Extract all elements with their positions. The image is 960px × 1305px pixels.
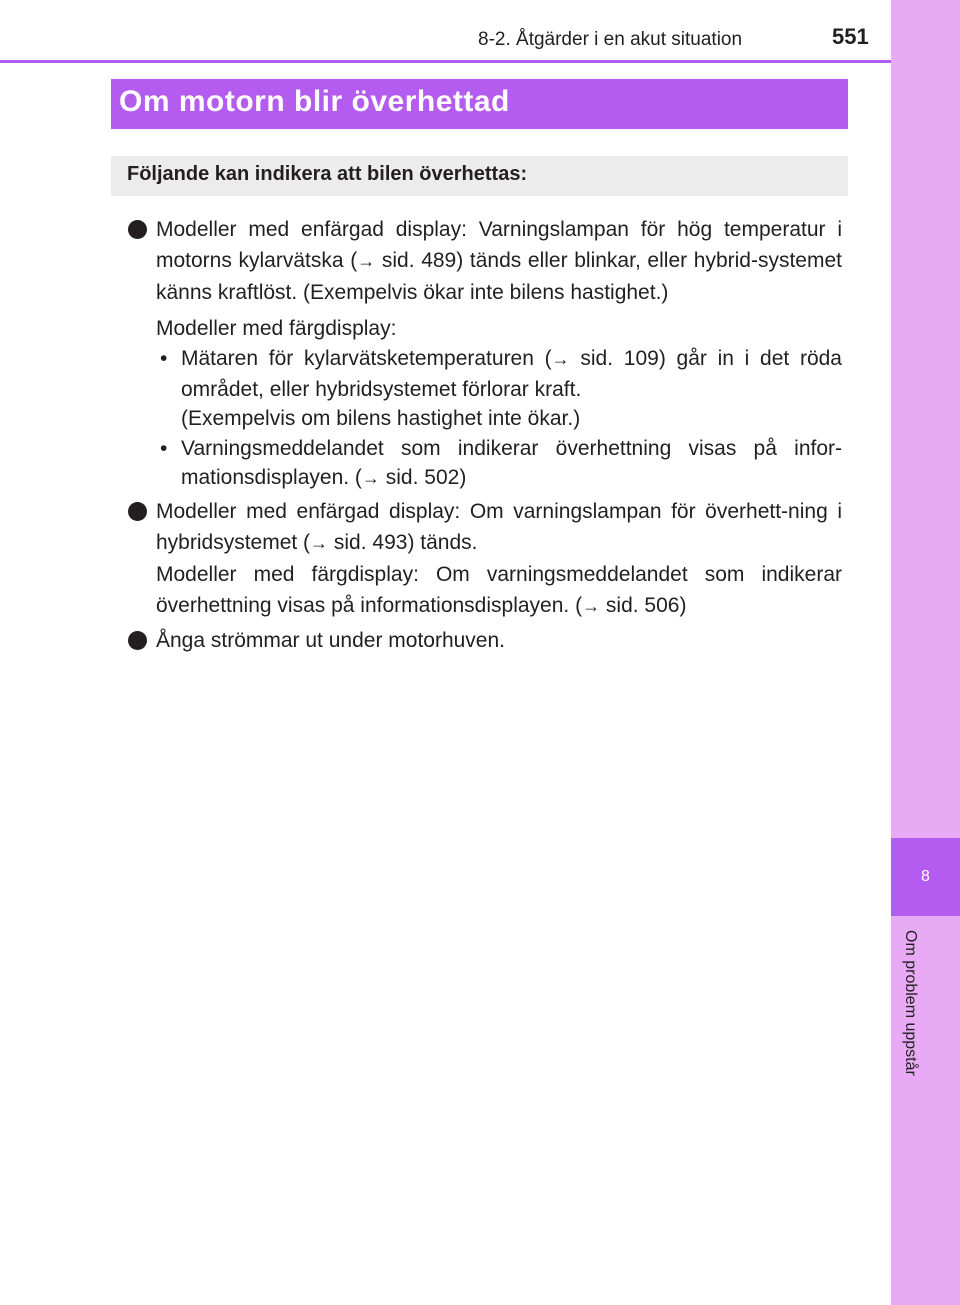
bullet-dot <box>128 220 147 239</box>
arrow-icon: → <box>357 251 376 271</box>
intro-text: Modeller med färgdisplay: <box>156 317 397 340</box>
page-reference: sid. 489 <box>381 249 457 272</box>
chapter-title: Om problem uppstår <box>902 930 919 1076</box>
subheading: Följande kan indikera att bilen överhettas: <box>111 156 848 196</box>
page-reference: sid. 506 <box>605 593 680 617</box>
header-rule <box>0 60 891 63</box>
page-reference: sid. 109 <box>580 347 659 370</box>
bullet-dot <box>128 502 147 521</box>
chapter-number: 8 <box>921 868 930 885</box>
sub-bullet: • <box>160 436 168 460</box>
sub-item: • Mätaren för kylarvätsketemperaturen (→ sid. 109) går in i det röda området, eller hybridsystemet förlorar kraft. (Exempelvis om bilens hastighet inte ökar.) <box>156 344 842 434</box>
list-item: Ånga strömmar ut under motorhuven. <box>128 625 842 656</box>
page-number: 551 <box>832 24 869 49</box>
page-reference: sid. 493 <box>333 530 408 554</box>
arrow-icon: → <box>361 468 380 488</box>
content <box>128 214 842 656</box>
section-header: 8-2. Åtgärder i en akut situation <box>478 29 743 50</box>
list-item: Modeller med enfärgad display: Om varningslampan för överhett-ning i hybridsystemet (→ sid. 493) tänds. Modeller med färgdisplay: Om varningsmeddelandet som indikerar överhettning visas på informationsdisplayen. (→ sid. 506) <box>128 496 842 622</box>
list-item <box>128 313 842 494</box>
bullet-dot <box>128 631 147 650</box>
page-reference: sid. 502 <box>385 466 460 489</box>
arrow-icon: → <box>551 349 570 369</box>
sub-item: • Varningsmeddelandet som indikerar överhettning visas på infor-mationsdisplayen. (→ sid. 502) <box>156 434 842 494</box>
list-item: Modeller med enfärgad display: Varningslampan för hög temperatur i motorns kylarvätska (→ sid. 489) tänds eller blinkar, eller hybrid-systemet känns kraftlöst. (Exempelvis ökar inte bilens hastighet.) <box>128 214 842 308</box>
chapter-tab <box>891 838 960 916</box>
page-title: Om motorn blir överhettad <box>111 79 848 129</box>
sub-bullet: • <box>160 347 168 370</box>
arrow-icon: → <box>582 595 601 616</box>
arrow-icon: → <box>310 532 329 553</box>
paragraph: Modeller med färgdisplay: Om varningsmeddelandet som indikerar överhettning visas på informationsdisplayen. (→ sid. 506) <box>156 562 842 617</box>
